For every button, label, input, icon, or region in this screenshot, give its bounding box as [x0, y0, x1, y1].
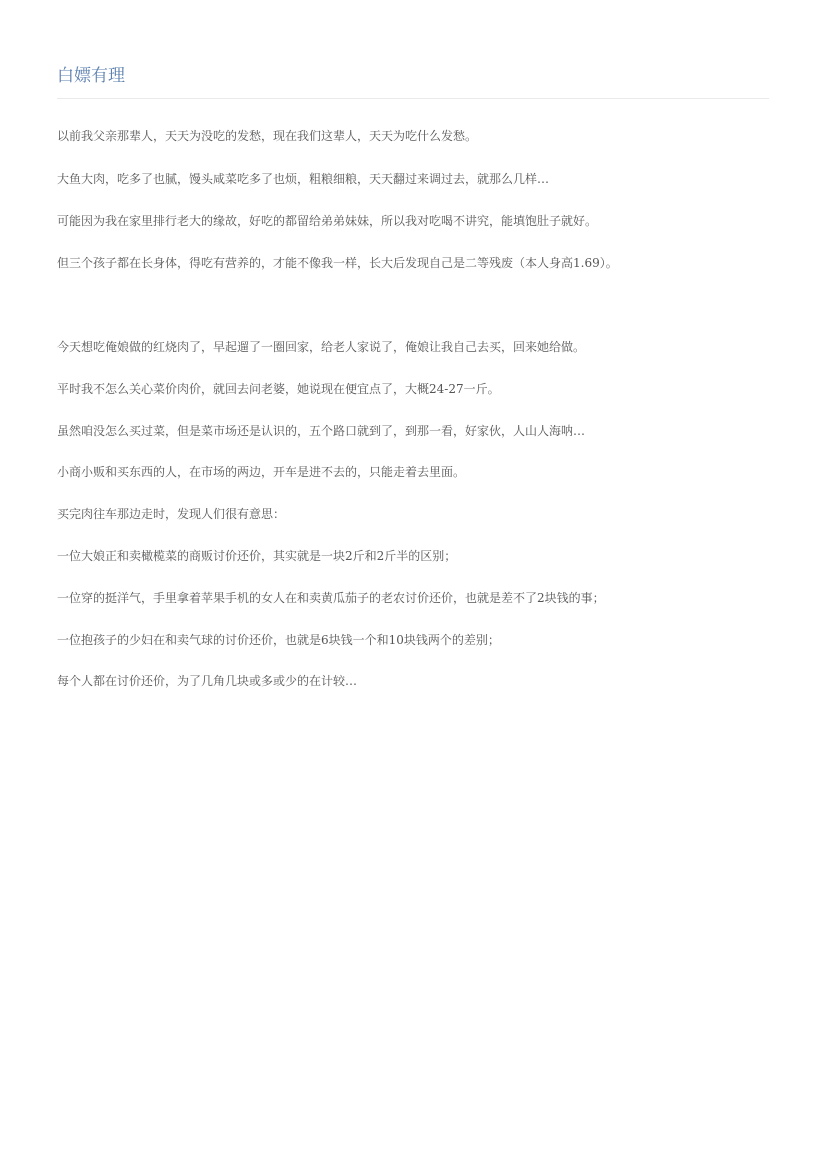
paragraph: 但三个孩子都在长身体，得吃有营养的，才能不像我一样，长大后发现自己是二等残废（本人身高1.69）。: [57, 256, 618, 270]
paragraph: 每个人都在讨价还价，为了几角几块或多或少的在计较…: [57, 674, 358, 688]
paragraph: 今天想吃俺娘做的红烧肉了，早起遛了一圈回家，给老人家说了，俺娘让我自己去买，回来她给做。: [57, 340, 586, 354]
paragraph: 一位大娘正和卖橄榄菜的商贩讨价还价，其实就是一块2斤和2斤半的区别；: [57, 549, 457, 563]
paragraph: 买完肉往车那边走时，发现人们很有意思：: [57, 507, 286, 521]
paragraph: 平时我不怎么关心菜价肉价，就回去问老婆，她说现在便宜点了，大概24-27一斤。: [57, 382, 500, 396]
paragraph: 大鱼大肉，吃多了也腻，馒头咸菜吃多了也烦，粗粮细粮，天天翻过来调过去，就那么几样…: [57, 172, 550, 186]
paragraph: 一位穿的挺洋气，手里拿着苹果手机的女人在和卖黄瓜茄子的老农讨价还价，也就是差不了2块钱的事；: [57, 591, 605, 605]
paragraph: 以前我父亲那辈人，天天为没吃的发愁，现在我们这辈人，天天为吃什么发愁。: [57, 129, 478, 143]
title-divider: [57, 98, 769, 99]
paragraph: 一位抱孩子的少妇在和卖气球的讨价还价，也就是6块钱一个和10块钱两个的差别；: [57, 633, 500, 647]
paragraph: 小商小贩和买东西的人，在市场的两边，开车是进不去的，只能走着去里面。: [57, 465, 466, 479]
paragraph: 可能因为我在家里排行老大的缘故，好吃的都留给弟弟妹妹，所以我对吃喝不讲究，能填饱肚子就好。: [57, 214, 598, 228]
paragraph: 虽然咱没怎么买过菜，但是菜市场还是认识的，五个路口就到了，到那一看，好家伙，人山人海呐…: [57, 424, 586, 438]
page-title: 白嫖有理: [57, 66, 125, 86]
